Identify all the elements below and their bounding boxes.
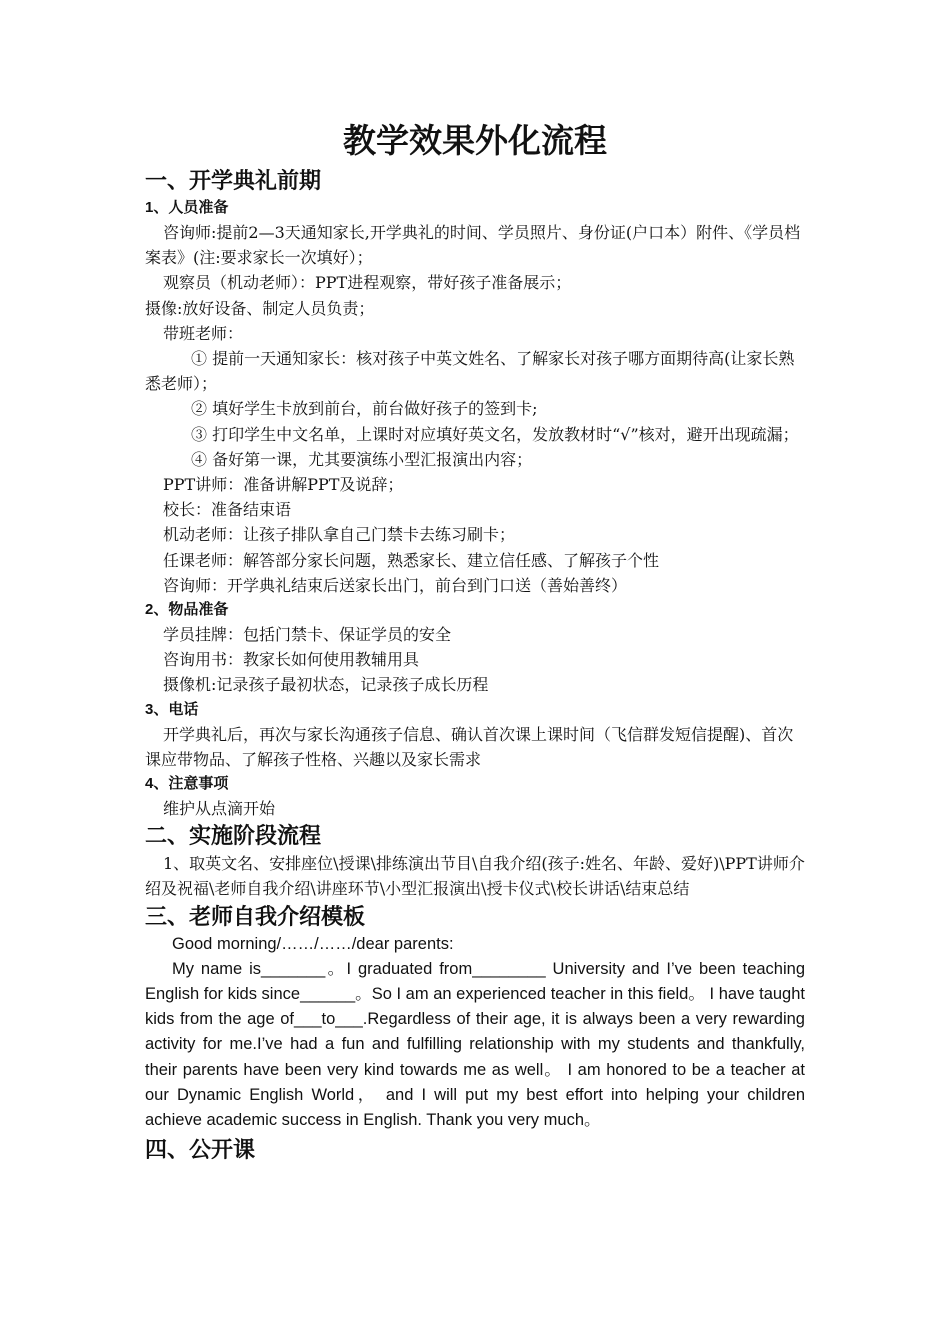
paragraph: 咨询师:提前2—3天通知家长,开学典礼的时间、学员照片、身份证(户口本）附件、《学员档案表》(注:要求家长一次填好）； [145,223,801,268]
paragraph: 带班老师： [163,323,244,343]
subheading-1-3: 3、电话 [145,700,199,718]
paragraph: 摄像:放好设备、制定人员负责； [145,298,375,318]
section-heading-1: 一、开学典礼前期 [145,168,322,194]
paragraph: 任课老师：解答部分家长问题，熟悉家长、建立信任感、了解孩子个性 [163,550,660,570]
paragraph: 校长：准备结束语 [163,500,292,520]
subheading-1-2: 2、物品准备 [145,601,229,619]
paragraph: 维护从点滴开始 [163,799,276,819]
page-title: 教学效果外化流程 [343,121,607,160]
section-heading-4: 四、公开课 [145,1137,256,1164]
subheading-1-4: 4、注意事项 [145,775,229,793]
paragraph: ④ 备好第一课，尤其要演练小型汇报演出内容； [191,449,533,469]
paragraph: 机动老师：让孩子排队拿自己门禁卡去练习刷卡； [163,525,516,545]
paragraph: 咨询师：开学典礼结束后送家长出门，前台到门口送（善始善终） [163,575,628,595]
subheading-1-1: 1、人员准备 [145,199,229,216]
paragraph: 开学典礼后，再次与家长沟通孩子信息、确认首次课上课时间（飞信群发短信提醒)、首次课应带物品、了解孩子性格、兴趣以及家长需求 [145,724,794,769]
section-heading-2: 二、实施阶段流程 [145,823,322,850]
paragraph: PPT讲师：准备讲解PPT及说辞； [163,475,404,495]
section-heading-3: 三、老师自我介绍模板 [145,903,366,930]
paragraph: ① 提前一天通知家长：核对孩子中英文姓名、了解家长对孩子哪方面期待高(让家长熟悉老师）； [145,349,795,394]
greeting-line: Good morning/……/……/dear parents: [172,934,454,953]
document-page [145,118,805,1165]
paragraph: 1、取英文名、安排座位\授课\排练演出节目\自我介绍(孩子:姓名、年龄、爱好)\PPT讲师介绍及祝福\老师自我介绍\讲座环节\小型汇报演出\授卡仪式\校长讲话\结束总结 [145,854,805,899]
paragraph: ② 填好学生卡放到前台，前台做好孩子的签到卡; [191,399,538,419]
paragraph: 摄像机:记录孩子最初状态，记录孩子成长历程 [163,675,489,695]
paragraph: 观察员（机动老师）：PPT进程观察，带好孩子准备展示； [163,273,572,293]
paragraph: ③ 打印学生中文名单，上课时对应填好英文名，发放教材时“√”核对，避开出现疏漏； [191,424,799,444]
paragraph: 咨询用书：教家长如何使用教辅用具 [163,650,420,670]
self-intro-template: My name is_______。I graduated from________ University and I’ve been teaching English for kids since______。So I am an experienced teacher in this field。 I have taught kids from the age of___to___.Regardless of their age, it is always been a very rewarding activity for me.I’ve had a fun and fulfilling relationship with my students and thankfully, their parents have been very kind towards me as well。 I am honored to be a teacher at our Dynamic English World， and I will put my best effort into helping your children achieve academic success in English. Thank you very much。 [145,959,805,1130]
paragraph: 学员挂牌：包括门禁卡、保证学员的安全 [163,625,452,645]
